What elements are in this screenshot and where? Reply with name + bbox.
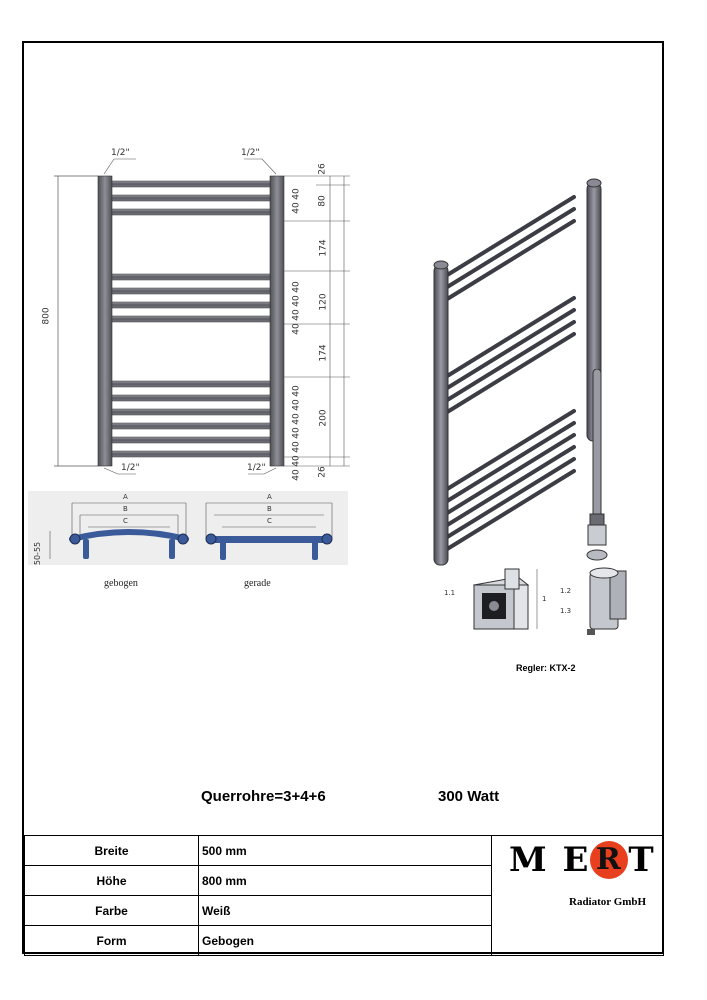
profile-letter: B <box>267 505 272 513</box>
dim-label: 174 <box>318 344 329 362</box>
logo-r-circle: R <box>590 841 628 879</box>
profile-letter: A <box>267 493 272 501</box>
power-rating: 300 Watt <box>438 788 500 805</box>
dim-label: 26 <box>317 163 328 175</box>
controller-components <box>460 563 630 643</box>
thread-label-bottom-right: 1/2" <box>247 463 266 473</box>
datasheet-frame <box>22 41 664 954</box>
render-cross-tubes <box>444 197 574 551</box>
dim-label: 80 <box>317 195 328 207</box>
dim-label: 40 <box>291 295 302 307</box>
thread-label-bottom-left: 1/2" <box>121 463 140 473</box>
dim-label: 40 <box>291 385 302 397</box>
spec-table <box>24 835 664 956</box>
spec-label: Farbe <box>25 896 199 926</box>
right-column <box>270 176 284 466</box>
thread-label-top-right: 1/2" <box>241 148 260 158</box>
part-label: 1.2 <box>560 587 572 595</box>
render-left-column <box>434 265 448 565</box>
controller-label: Regler: KTX-2 <box>516 663 576 673</box>
spec-value: Gebogen <box>199 926 492 956</box>
spec-value: 500 mm <box>199 836 492 866</box>
dim-label: 40 <box>291 427 302 439</box>
dim-label: 40 <box>291 469 302 481</box>
spec-value: Weiß <box>199 896 492 926</box>
spec-label: Form <box>25 926 199 956</box>
dim-label: 40 <box>291 281 302 293</box>
logo-wordmark: M E R T <box>509 840 656 880</box>
part-label: 1 <box>542 595 547 603</box>
part-label: 1.3 <box>560 607 572 615</box>
spec-label: Höhe <box>25 866 199 896</box>
radiator-3d-render <box>404 173 604 573</box>
dim-label: 40 <box>291 455 302 467</box>
cross-tubes <box>112 181 270 457</box>
dim-label: 26 <box>317 466 328 478</box>
dim-label: 40 <box>291 188 302 200</box>
spec-value: 800 mm <box>199 866 492 896</box>
left-column <box>98 176 112 466</box>
logo-subtitle: Radiator GmbH <box>569 896 647 908</box>
heating-element <box>586 369 610 565</box>
front-view-drawing <box>54 141 354 481</box>
profile-letter: C <box>267 517 272 525</box>
thread-label-top-left: 1/2" <box>111 148 130 158</box>
brand-logo <box>492 836 664 956</box>
dim-label: 200 <box>318 409 329 427</box>
table-row <box>25 836 664 866</box>
dim-label: 40 <box>291 323 302 335</box>
dim-label: 40 <box>291 399 302 411</box>
profile-offset-label: 50-55 <box>33 541 43 566</box>
spec-label: Breite <box>25 836 199 866</box>
dim-label: 40 <box>291 309 302 321</box>
profile-letter: A <box>123 493 128 501</box>
caption-straight: gerade <box>244 578 271 589</box>
height-dimension-label: 800 <box>41 307 52 325</box>
dim-label: 40 <box>291 413 302 425</box>
part-label: 1.1 <box>444 589 456 597</box>
dim-label: 120 <box>318 293 329 311</box>
profile-letter: C <box>123 517 128 525</box>
cross-tube-count: Querrohre=3+4+6 <box>201 788 326 805</box>
caption-bent: gebogen <box>104 578 138 589</box>
dim-label: 40 <box>291 202 302 214</box>
profile-views <box>28 491 348 569</box>
dim-label: 40 <box>291 441 302 453</box>
profile-letter: B <box>123 505 128 513</box>
dim-label: 174 <box>318 239 329 257</box>
